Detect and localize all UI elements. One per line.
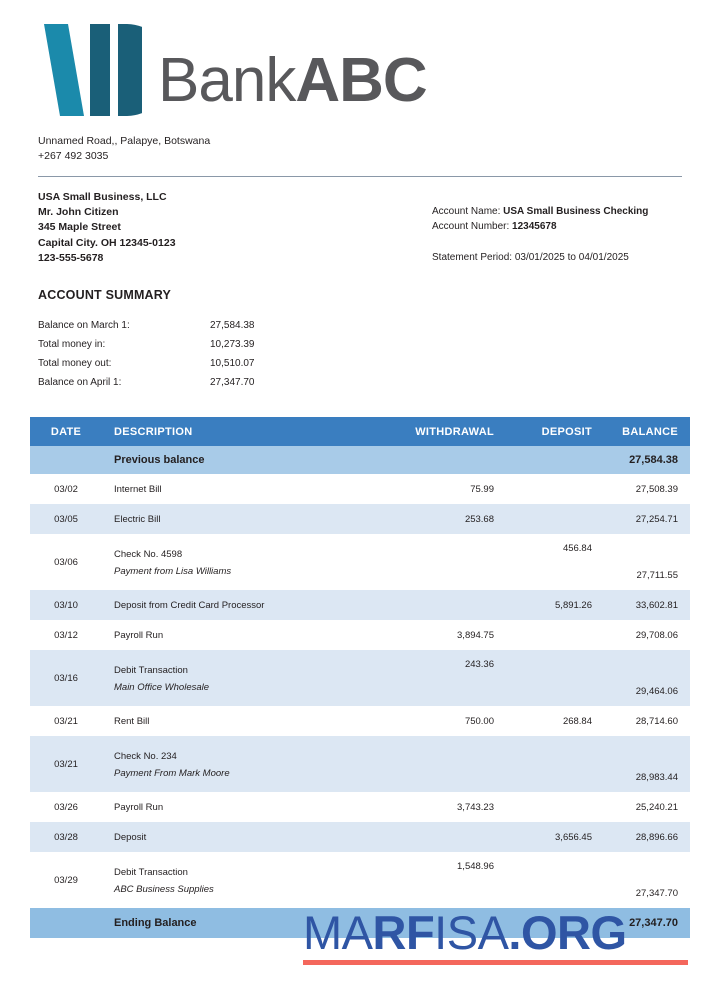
watermark-part: .ORG (508, 906, 627, 959)
ending-balance-amount: 27,347.70 (600, 908, 690, 938)
transaction-withdrawal (377, 534, 502, 590)
transaction-description-main: Check No. 234 (114, 751, 177, 762)
account-summary-title: ACCOUNT SUMMARY (38, 288, 172, 302)
summary-value: 10,510.07 (210, 358, 255, 369)
transaction-description-main: Deposit from Credit Card Processor (114, 599, 265, 611)
transaction-date: 03/28 (30, 822, 102, 852)
transaction-row (30, 822, 690, 852)
transaction-description (102, 504, 377, 534)
transaction-withdrawal: 3,894.75 (377, 620, 502, 650)
previous-balance-label: Previous balance (102, 446, 377, 474)
transaction-withdrawal (377, 590, 502, 620)
column-header-deposit: DEPOSIT (502, 417, 600, 446)
statement-info (38, 190, 682, 266)
transaction-row (30, 504, 690, 534)
transaction-date: 03/29 (30, 852, 102, 908)
watermark-part: ISA (434, 906, 509, 959)
transaction-description (102, 822, 377, 852)
transaction-deposit (502, 650, 600, 706)
transaction-description (102, 620, 377, 650)
summary-row (38, 354, 328, 373)
brand-wordmark-light: Bank (158, 46, 296, 115)
brand-wordmark-bold: ABC (295, 46, 427, 115)
transaction-withdrawal: 253.68 (377, 504, 502, 534)
bank-address (38, 134, 682, 164)
transaction-description-main: Debit Transaction (114, 867, 188, 878)
bank-phone: +267 492 3035 (38, 150, 109, 162)
transaction-balance: 25,240.21 (600, 792, 690, 822)
account-number-label: Account Number: (432, 221, 510, 232)
transaction-description-sub: Payment from Lisa Williams (114, 566, 232, 577)
summary-value: 27,347.70 (210, 377, 255, 388)
customer-line: Mr. John Citizen (38, 206, 119, 219)
bank-address-line1: Unnamed Road,, Palapye, Botswana (38, 135, 211, 147)
transactions-table (30, 417, 690, 938)
account-name-label: Account Name: (432, 206, 501, 217)
summary-label: Total money in: (38, 339, 106, 350)
transaction-date: 03/16 (30, 650, 102, 706)
transaction-description-main: Electric Bill (114, 513, 161, 525)
summary-label: Balance on April 1: (38, 377, 122, 388)
summary-row (38, 373, 328, 392)
transaction-description (102, 736, 377, 792)
transaction-row (30, 792, 690, 822)
column-header-date: DATE (30, 417, 102, 446)
transaction-withdrawal: 1,548.96 (377, 852, 502, 908)
ending-balance-date (30, 908, 102, 938)
transaction-date: 03/10 (30, 590, 102, 620)
transaction-description-main: Payroll Run (114, 801, 164, 813)
transaction-row (30, 736, 690, 792)
account-number-row (432, 219, 682, 234)
transaction-balance: 33,602.81 (600, 590, 690, 620)
transaction-deposit (502, 792, 600, 822)
transaction-withdrawal (377, 736, 502, 792)
statement-period: Statement Period: 03/01/2025 to 04/01/2025 (432, 252, 629, 263)
watermark-underline (303, 960, 688, 965)
watermark-part: RF (372, 906, 435, 959)
account-details-block (432, 190, 682, 266)
transaction-balance: 28,983.44 (600, 736, 690, 792)
transaction-row (30, 620, 690, 650)
transaction-description (102, 534, 377, 590)
transaction-date: 03/12 (30, 620, 102, 650)
previous-balance-date (30, 446, 102, 474)
account-summary-section (38, 288, 358, 392)
transaction-description-main: Payroll Run (114, 629, 164, 641)
transaction-balance: 29,708.06 (600, 620, 690, 650)
transaction-description-sub: Payment From Mark Moore (114, 768, 230, 779)
transaction-balance: 28,896.66 (600, 822, 690, 852)
summary-row (38, 316, 328, 335)
previous-balance-row (30, 446, 690, 474)
previous-balance-amount: 27,584.38 (600, 446, 690, 474)
customer-line: USA Small Business, LLC (38, 191, 167, 203)
transaction-deposit (502, 474, 600, 504)
statement-header (38, 20, 682, 164)
summary-value: 10,273.39 (210, 339, 255, 350)
account-summary-table (38, 316, 328, 392)
customer-address-block (38, 190, 176, 266)
transactions-body (30, 446, 690, 908)
customer-line: 123-555-5678 (38, 251, 104, 264)
transactions-header-row (30, 417, 690, 446)
transaction-balance: 27,508.39 (600, 474, 690, 504)
transaction-balance: 29,464.06 (600, 650, 690, 706)
summary-value: 27,584.38 (210, 320, 255, 331)
column-header-withdrawal: WITHDRAWAL (377, 417, 502, 446)
watermark-text (303, 908, 693, 958)
transaction-balance: 27,254.71 (600, 504, 690, 534)
account-number-value: 12345678 (512, 221, 557, 232)
marfisa-watermark (303, 908, 693, 965)
transaction-description (102, 650, 377, 706)
transaction-balance: 28,714.60 (600, 706, 690, 736)
transaction-description (102, 590, 377, 620)
transaction-row (30, 650, 690, 706)
transaction-deposit: 3,656.45 (502, 822, 600, 852)
summary-label: Balance on March 1: (38, 320, 130, 331)
brand-logo (38, 20, 682, 116)
summary-row (38, 335, 328, 354)
transaction-deposit: 5,891.26 (502, 590, 600, 620)
watermark-part: MA (303, 906, 373, 959)
transaction-description-main: Debit Transaction (114, 665, 188, 676)
transaction-description-sub: ABC Business Supplies (114, 884, 214, 895)
transaction-balance: 27,347.70 (600, 852, 690, 908)
transaction-date: 03/02 (30, 474, 102, 504)
transaction-row (30, 852, 690, 908)
account-name-value: USA Small Business Checking (503, 206, 649, 217)
transaction-date: 03/05 (30, 504, 102, 534)
transaction-date: 03/21 (30, 706, 102, 736)
transaction-description (102, 852, 377, 908)
transaction-description-sub: Main Office Wholesale (114, 682, 210, 693)
transaction-withdrawal (377, 822, 502, 852)
previous-balance-withdrawal (377, 446, 502, 474)
header-divider (38, 176, 682, 177)
previous-balance-deposit (502, 446, 600, 474)
transaction-withdrawal: 75.99 (377, 474, 502, 504)
ending-balance-label: Ending Balance (102, 908, 377, 938)
transaction-deposit (502, 736, 600, 792)
transaction-deposit (502, 852, 600, 908)
transaction-date: 03/06 (30, 534, 102, 590)
transaction-balance: 27,711.55 (600, 534, 690, 590)
transaction-date: 03/21 (30, 736, 102, 792)
transaction-row (30, 706, 690, 736)
transaction-withdrawal: 750.00 (377, 706, 502, 736)
transaction-row (30, 534, 690, 590)
account-name-row (432, 204, 682, 219)
transaction-deposit: 268.84 (502, 706, 600, 736)
customer-line: Capital City. OH 12345-0123 (38, 236, 176, 249)
transaction-description-main: Rent Bill (114, 715, 150, 727)
column-header-description: DESCRIPTION (102, 417, 377, 446)
column-header-balance: BALANCE (600, 417, 690, 446)
transaction-description (102, 792, 377, 822)
transaction-description (102, 474, 377, 504)
transaction-deposit: 456.84 (502, 534, 600, 590)
transaction-date: 03/26 (30, 792, 102, 822)
customer-line: 345 Maple Street (38, 221, 121, 234)
transaction-row (30, 474, 690, 504)
transaction-withdrawal: 243.36 (377, 650, 502, 706)
transaction-description-main: Deposit (114, 831, 147, 843)
transaction-withdrawal: 3,743.23 (377, 792, 502, 822)
summary-label: Total money out: (38, 358, 112, 369)
bank-abc-logo-icon (38, 24, 142, 116)
transaction-row (30, 590, 690, 620)
transaction-deposit (502, 504, 600, 534)
transaction-description-main: Check No. 4598 (114, 549, 183, 560)
brand-wordmark (158, 46, 427, 116)
transaction-description (102, 706, 377, 736)
transaction-description-main: Internet Bill (114, 483, 162, 495)
transaction-deposit (502, 620, 600, 650)
